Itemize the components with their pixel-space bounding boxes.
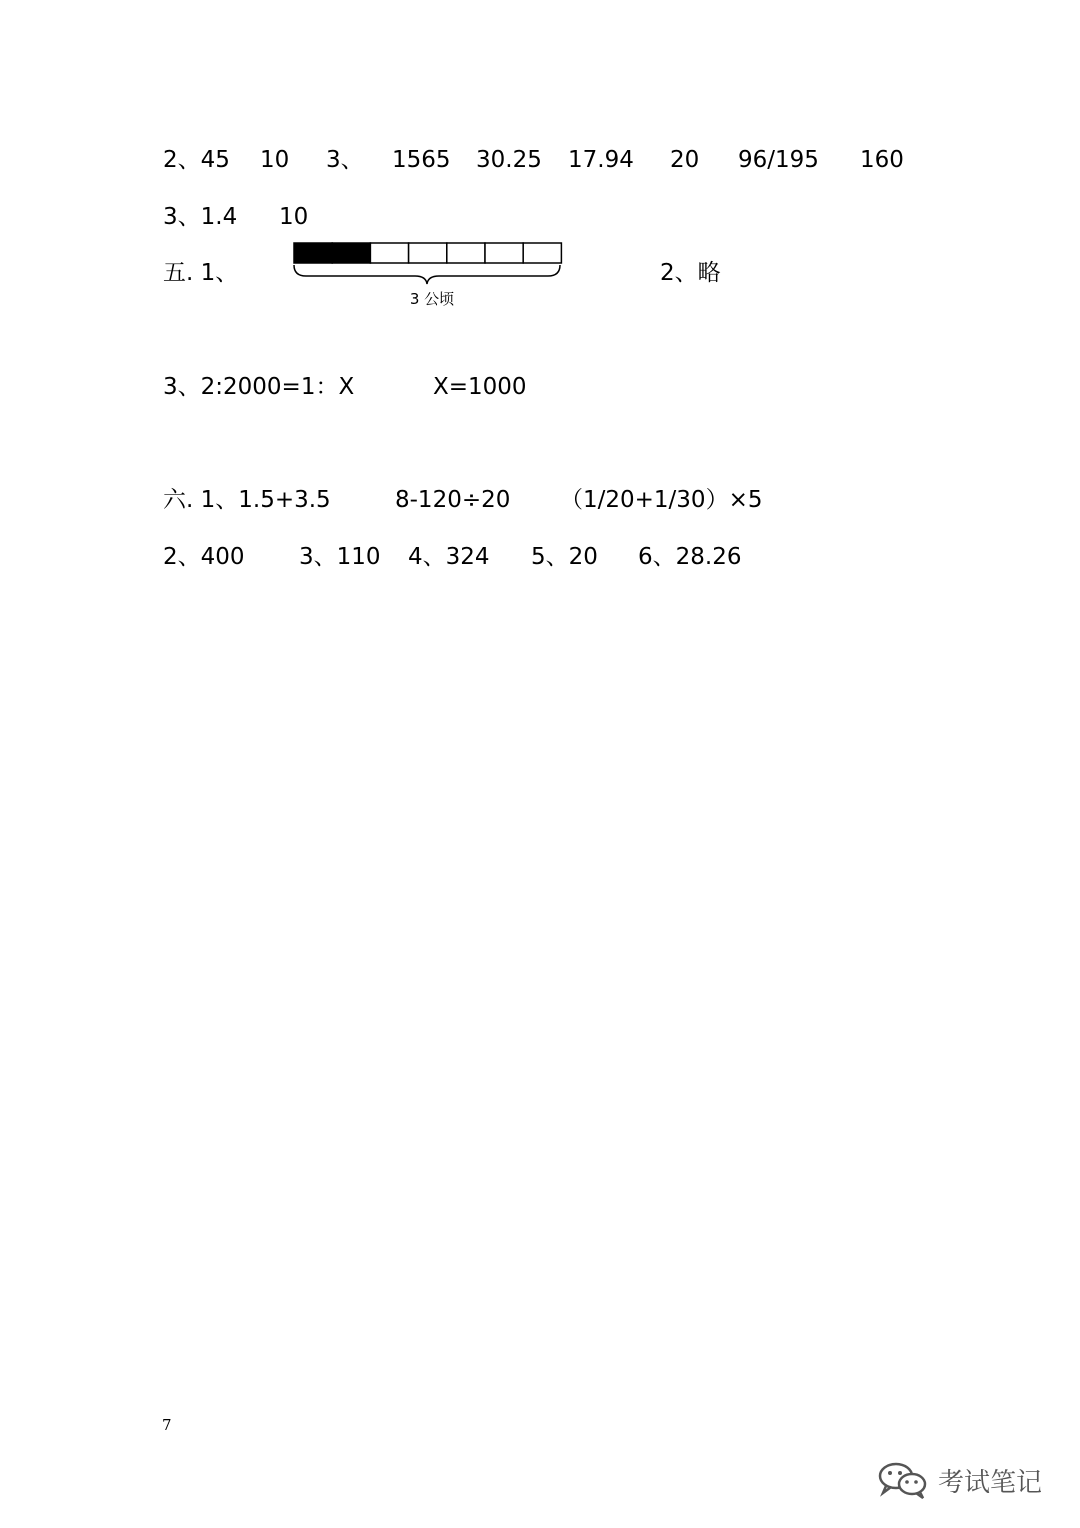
page-number: 7 [162, 1416, 172, 1434]
scale-bar-empty-segment [523, 243, 561, 263]
scale-bar-empty-segment [409, 243, 447, 263]
scale-bar-empty-segment [370, 243, 408, 263]
answer-2-b: 10 [260, 147, 290, 173]
answer-3-row2-a: 3、1.4 [163, 204, 238, 230]
answer-six-6: 6、28.26 [638, 544, 742, 570]
wechat-icon [876, 1460, 932, 1500]
answer-six-5: 5、20 [531, 544, 598, 570]
answer-3-a: 1565 [392, 147, 451, 173]
watermark-text: 考试笔记 [938, 1468, 1043, 1498]
section-six-expr-2: 8-120÷20 [395, 487, 511, 513]
scale-bar-shaded-segment [294, 243, 332, 263]
scale-bar-empty-segment [447, 243, 485, 263]
answer-3-e: 96/195 [738, 147, 819, 173]
answer-3-row2-b: 10 [279, 204, 309, 230]
proportion-solution: X=1000 [433, 374, 527, 400]
answer-3-c: 17.94 [568, 147, 634, 173]
answer-3-d: 20 [670, 147, 700, 173]
scale-bar-segments [294, 243, 561, 263]
scale-bar-brace-label: 3 公顷 [409, 290, 455, 308]
proportion-equation: 3、2:2000=1：X [163, 374, 355, 400]
answer-3-f: 160 [860, 147, 904, 173]
answer-2-a: 2、45 [163, 147, 230, 173]
section-six-expr-1: 六. 1、1.5+3.5 [163, 487, 331, 513]
answer-3-label: 3、 [326, 147, 364, 173]
scale-bar-diagram [288, 238, 568, 314]
scale-bar-brace [294, 265, 560, 284]
scale-bar-empty-segment [485, 243, 523, 263]
answer-six-3: 3、110 [299, 544, 381, 570]
section-five-item-2: 2、略 [660, 260, 721, 286]
watermark [876, 1460, 1056, 1500]
scale-bar-shaded-segment [332, 243, 370, 263]
section-five-label: 五. 1、 [163, 260, 239, 286]
answer-3-b: 30.25 [476, 147, 542, 173]
section-six-expr-3: （1/20+1/30）×5 [560, 487, 763, 513]
answer-six-4: 4、324 [408, 544, 490, 570]
answer-six-2: 2、400 [163, 544, 245, 570]
